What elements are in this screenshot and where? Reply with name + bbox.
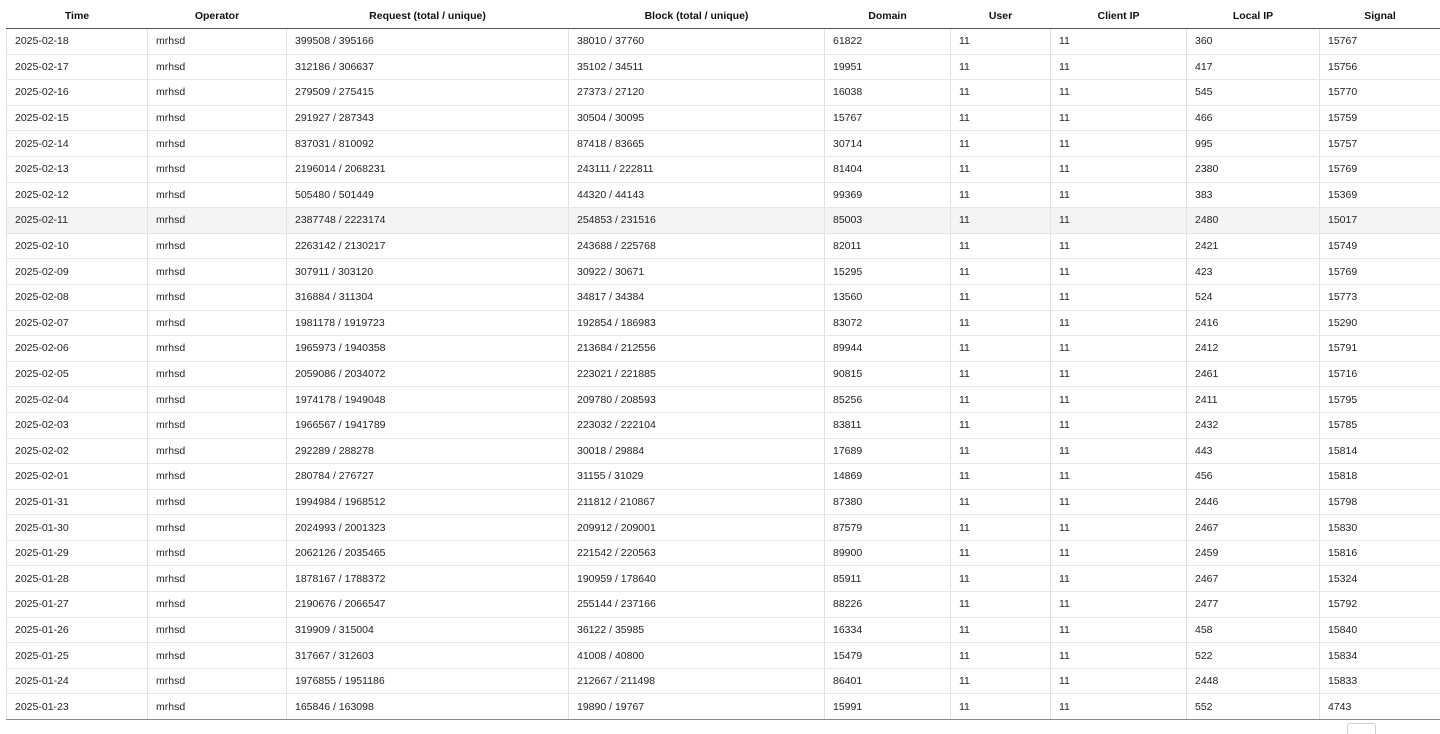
table-row[interactable] [7,668,1440,694]
table-row[interactable] [7,694,1440,720]
cell-request: 292289 / 288278 [287,438,569,464]
cell-signal: 15290 [1320,310,1440,336]
cell-local-ip: 2446 [1187,489,1320,515]
cell-client-ip: 11 [1051,105,1187,131]
cell-time: 2025-02-12 [7,182,148,208]
cell-request: 316884 / 311304 [287,284,569,310]
table-row[interactable] [7,361,1440,387]
column-header-client-ip[interactable]: Client IP [1051,3,1187,29]
cell-local-ip: 360 [1187,29,1320,55]
cell-time: 2025-02-04 [7,387,148,413]
cell-block: 35102 / 34511 [569,54,825,80]
cell-request: 2196014 / 2068231 [287,156,569,182]
cell-operator: mrhsd [148,284,287,310]
cell-operator: mrhsd [148,566,287,592]
cell-signal: 15798 [1320,489,1440,515]
cell-request: 1966567 / 1941789 [287,412,569,438]
cell-request: 319909 / 315004 [287,617,569,643]
cell-local-ip: 2477 [1187,592,1320,618]
cell-local-ip: 2480 [1187,208,1320,234]
cell-time: 2025-02-02 [7,438,148,464]
table-row[interactable] [7,284,1440,310]
cell-operator: mrhsd [148,208,287,234]
stats-table [6,3,1440,720]
cell-domain: 13560 [825,284,951,310]
column-header-signal[interactable]: Signal [1320,3,1440,29]
cell-domain: 85256 [825,387,951,413]
cell-local-ip: 522 [1187,643,1320,669]
table-row[interactable] [7,29,1440,55]
column-header-block[interactable]: Block (total / unique) [569,3,825,29]
cell-client-ip: 11 [1051,515,1187,541]
cell-block: 212667 / 211498 [569,668,825,694]
column-header-domain[interactable]: Domain [825,3,951,29]
cell-user: 11 [951,566,1051,592]
cell-block: 243111 / 222811 [569,156,825,182]
cell-request: 307911 / 303120 [287,259,569,285]
cell-operator: mrhsd [148,438,287,464]
cell-signal: 15795 [1320,387,1440,413]
cell-time: 2025-02-08 [7,284,148,310]
cell-signal: 15769 [1320,156,1440,182]
cell-user: 11 [951,284,1051,310]
cell-client-ip: 11 [1051,80,1187,106]
cell-local-ip: 2432 [1187,412,1320,438]
cell-user: 11 [951,515,1051,541]
cell-user: 11 [951,131,1051,157]
cell-local-ip: 2467 [1187,515,1320,541]
cell-domain: 86401 [825,668,951,694]
cell-client-ip: 11 [1051,592,1187,618]
cell-domain: 83811 [825,412,951,438]
cell-local-ip: 423 [1187,259,1320,285]
cell-user: 11 [951,438,1051,464]
cell-signal: 15785 [1320,412,1440,438]
cell-client-ip: 11 [1051,617,1187,643]
cell-signal: 15816 [1320,540,1440,566]
table-row[interactable] [7,438,1440,464]
cell-client-ip: 11 [1051,643,1187,669]
cell-domain: 14869 [825,464,951,490]
cell-time: 2025-02-06 [7,336,148,362]
cell-local-ip: 2416 [1187,310,1320,336]
table-row[interactable] [7,156,1440,182]
cell-request: 2062126 / 2035465 [287,540,569,566]
table-row[interactable] [7,131,1440,157]
cell-domain: 87380 [825,489,951,515]
cell-domain: 89944 [825,336,951,362]
cell-block: 44320 / 44143 [569,182,825,208]
cell-request: 1994984 / 1968512 [287,489,569,515]
cell-signal: 15814 [1320,438,1440,464]
cell-user: 11 [951,54,1051,80]
table-row[interactable] [7,182,1440,208]
cell-time: 2025-02-17 [7,54,148,80]
cell-block: 41008 / 40800 [569,643,825,669]
cell-operator: mrhsd [148,694,287,720]
table-row[interactable] [7,105,1440,131]
cell-domain: 16334 [825,617,951,643]
cell-block: 27373 / 27120 [569,80,825,106]
cell-signal: 15834 [1320,643,1440,669]
table-row[interactable] [7,233,1440,259]
cell-signal: 15770 [1320,80,1440,106]
cell-time: 2025-01-28 [7,566,148,592]
cell-user: 11 [951,694,1051,720]
cell-time: 2025-02-15 [7,105,148,131]
cell-user: 11 [951,233,1051,259]
cell-request: 1981178 / 1919723 [287,310,569,336]
cell-block: 30504 / 30095 [569,105,825,131]
cell-operator: mrhsd [148,80,287,106]
table-row[interactable] [7,643,1440,669]
cell-domain: 15767 [825,105,951,131]
cell-domain: 17689 [825,438,951,464]
cell-user: 11 [951,412,1051,438]
cell-block: 243688 / 225768 [569,233,825,259]
cell-block: 209912 / 209001 [569,515,825,541]
cell-client-ip: 11 [1051,336,1187,362]
cell-time: 2025-01-27 [7,592,148,618]
stats-table-container [6,3,1440,720]
cell-request: 1965973 / 1940358 [287,336,569,362]
table-row[interactable] [7,617,1440,643]
cell-request: 2059086 / 2034072 [287,361,569,387]
cell-domain: 30714 [825,131,951,157]
cell-block: 34817 / 34384 [569,284,825,310]
table-row[interactable] [7,540,1440,566]
cell-block: 19890 / 19767 [569,694,825,720]
cell-block: 254853 / 231516 [569,208,825,234]
cell-operator: mrhsd [148,617,287,643]
cell-block: 223021 / 221885 [569,361,825,387]
cell-request: 837031 / 810092 [287,131,569,157]
cell-operator: mrhsd [148,336,287,362]
cell-signal: 15369 [1320,182,1440,208]
cell-local-ip: 524 [1187,284,1320,310]
cell-signal: 15716 [1320,361,1440,387]
cell-client-ip: 11 [1051,464,1187,490]
cell-local-ip: 2461 [1187,361,1320,387]
table-header [7,3,1440,29]
pagination-control[interactable] [1347,723,1376,734]
cell-domain: 19951 [825,54,951,80]
cell-block: 87418 / 83665 [569,131,825,157]
cell-domain: 15479 [825,643,951,669]
cell-operator: mrhsd [148,259,287,285]
cell-operator: mrhsd [148,489,287,515]
cell-signal: 15759 [1320,105,1440,131]
cell-domain: 87579 [825,515,951,541]
cell-operator: mrhsd [148,233,287,259]
cell-local-ip: 466 [1187,105,1320,131]
column-header-time[interactable]: Time [7,3,148,29]
cell-domain: 82011 [825,233,951,259]
cell-time: 2025-02-05 [7,361,148,387]
cell-block: 30922 / 30671 [569,259,825,285]
cell-block: 221542 / 220563 [569,540,825,566]
table-row[interactable] [7,310,1440,336]
cell-time: 2025-01-23 [7,694,148,720]
cell-request: 2387748 / 2223174 [287,208,569,234]
cell-operator: mrhsd [148,668,287,694]
table-body [7,29,1440,720]
table-row[interactable] [7,592,1440,618]
header-row [7,3,1440,29]
cell-block: 192854 / 186983 [569,310,825,336]
cell-local-ip: 545 [1187,80,1320,106]
cell-block: 223032 / 222104 [569,412,825,438]
cell-signal: 15769 [1320,259,1440,285]
cell-client-ip: 11 [1051,233,1187,259]
cell-operator: mrhsd [148,515,287,541]
cell-signal: 15017 [1320,208,1440,234]
table-row[interactable] [7,336,1440,362]
cell-user: 11 [951,592,1051,618]
cell-domain: 89900 [825,540,951,566]
cell-domain: 16038 [825,80,951,106]
cell-time: 2025-01-25 [7,643,148,669]
cell-block: 38010 / 37760 [569,29,825,55]
column-header-local-ip[interactable]: Local IP [1187,3,1320,29]
cell-user: 11 [951,105,1051,131]
cell-domain: 88226 [825,592,951,618]
cell-domain: 90815 [825,361,951,387]
cell-signal: 15773 [1320,284,1440,310]
cell-request: 1878167 / 1788372 [287,566,569,592]
cell-user: 11 [951,156,1051,182]
cell-user: 11 [951,540,1051,566]
cell-local-ip: 2412 [1187,336,1320,362]
cell-client-ip: 11 [1051,54,1187,80]
cell-request: 505480 / 501449 [287,182,569,208]
cell-domain: 15295 [825,259,951,285]
cell-local-ip: 2411 [1187,387,1320,413]
cell-client-ip: 11 [1051,668,1187,694]
cell-block: 31155 / 31029 [569,464,825,490]
cell-request: 1976855 / 1951186 [287,668,569,694]
cell-local-ip: 2448 [1187,668,1320,694]
cell-request: 2190676 / 2066547 [287,592,569,618]
cell-operator: mrhsd [148,310,287,336]
cell-domain: 81404 [825,156,951,182]
cell-request: 399508 / 395166 [287,29,569,55]
cell-domain: 61822 [825,29,951,55]
cell-operator: mrhsd [148,156,287,182]
cell-block: 190959 / 178640 [569,566,825,592]
cell-time: 2025-02-14 [7,131,148,157]
cell-client-ip: 11 [1051,566,1187,592]
cell-time: 2025-02-09 [7,259,148,285]
cell-local-ip: 383 [1187,182,1320,208]
cell-local-ip: 995 [1187,131,1320,157]
table-row[interactable] [7,489,1440,515]
cell-request: 291927 / 287343 [287,105,569,131]
cell-user: 11 [951,643,1051,669]
cell-signal: 15756 [1320,54,1440,80]
cell-signal: 15749 [1320,233,1440,259]
cell-request: 279509 / 275415 [287,80,569,106]
cell-block: 255144 / 237166 [569,592,825,618]
cell-user: 11 [951,182,1051,208]
table-row[interactable] [7,515,1440,541]
cell-user: 11 [951,336,1051,362]
cell-local-ip: 2467 [1187,566,1320,592]
cell-time: 2025-02-18 [7,29,148,55]
cell-signal: 15792 [1320,592,1440,618]
cell-signal: 15324 [1320,566,1440,592]
cell-block: 213684 / 212556 [569,336,825,362]
cell-block: 209780 / 208593 [569,387,825,413]
cell-user: 11 [951,259,1051,285]
cell-local-ip: 2459 [1187,540,1320,566]
cell-local-ip: 2421 [1187,233,1320,259]
cell-signal: 15818 [1320,464,1440,490]
cell-user: 11 [951,387,1051,413]
cell-time: 2025-02-07 [7,310,148,336]
cell-signal: 15830 [1320,515,1440,541]
cell-local-ip: 443 [1187,438,1320,464]
table-row[interactable] [7,259,1440,285]
cell-user: 11 [951,29,1051,55]
cell-client-ip: 11 [1051,156,1187,182]
cell-client-ip: 11 [1051,310,1187,336]
table-row[interactable] [7,566,1440,592]
cell-operator: mrhsd [148,592,287,618]
table-row[interactable] [7,54,1440,80]
column-header-user[interactable]: User [951,3,1051,29]
cell-user: 11 [951,489,1051,515]
cell-block: 30018 / 29884 [569,438,825,464]
cell-operator: mrhsd [148,387,287,413]
table-row[interactable] [7,208,1440,234]
column-header-operator[interactable]: Operator [148,3,287,29]
cell-block: 211812 / 210867 [569,489,825,515]
cell-request: 2024993 / 2001323 [287,515,569,541]
table-row[interactable] [7,412,1440,438]
cell-time: 2025-02-11 [7,208,148,234]
cell-operator: mrhsd [148,643,287,669]
table-row[interactable] [7,387,1440,413]
cell-request: 165846 / 163098 [287,694,569,720]
cell-user: 11 [951,208,1051,234]
cell-client-ip: 11 [1051,208,1187,234]
cell-time: 2025-01-26 [7,617,148,643]
cell-client-ip: 11 [1051,540,1187,566]
cell-signal: 15757 [1320,131,1440,157]
cell-domain: 85003 [825,208,951,234]
cell-time: 2025-01-24 [7,668,148,694]
cell-request: 312186 / 306637 [287,54,569,80]
cell-request: 1974178 / 1949048 [287,387,569,413]
cell-client-ip: 11 [1051,259,1187,285]
cell-client-ip: 11 [1051,412,1187,438]
cell-user: 11 [951,668,1051,694]
cell-user: 11 [951,80,1051,106]
cell-user: 11 [951,617,1051,643]
cell-user: 11 [951,361,1051,387]
cell-signal: 15791 [1320,336,1440,362]
cell-operator: mrhsd [148,105,287,131]
cell-domain: 83072 [825,310,951,336]
cell-time: 2025-01-29 [7,540,148,566]
cell-local-ip: 458 [1187,617,1320,643]
cell-operator: mrhsd [148,182,287,208]
cell-domain: 99369 [825,182,951,208]
cell-client-ip: 11 [1051,131,1187,157]
cell-client-ip: 11 [1051,387,1187,413]
cell-client-ip: 11 [1051,361,1187,387]
cell-user: 11 [951,310,1051,336]
cell-domain: 15991 [825,694,951,720]
cell-client-ip: 11 [1051,182,1187,208]
cell-time: 2025-01-30 [7,515,148,541]
cell-time: 2025-02-03 [7,412,148,438]
table-row[interactable] [7,464,1440,490]
cell-operator: mrhsd [148,54,287,80]
cell-time: 2025-01-31 [7,489,148,515]
cell-local-ip: 456 [1187,464,1320,490]
cell-signal: 15840 [1320,617,1440,643]
cell-request: 280784 / 276727 [287,464,569,490]
cell-client-ip: 11 [1051,694,1187,720]
cell-client-ip: 11 [1051,29,1187,55]
cell-request: 317667 / 312603 [287,643,569,669]
cell-time: 2025-02-13 [7,156,148,182]
column-header-request[interactable]: Request (total / unique) [287,3,569,29]
cell-time: 2025-02-16 [7,80,148,106]
cell-user: 11 [951,464,1051,490]
cell-time: 2025-02-01 [7,464,148,490]
cell-client-ip: 11 [1051,489,1187,515]
cell-domain: 85911 [825,566,951,592]
cell-operator: mrhsd [148,361,287,387]
cell-local-ip: 417 [1187,54,1320,80]
cell-operator: mrhsd [148,29,287,55]
cell-client-ip: 11 [1051,438,1187,464]
cell-operator: mrhsd [148,131,287,157]
cell-request: 2263142 / 2130217 [287,233,569,259]
cell-signal: 15767 [1320,29,1440,55]
table-row[interactable] [7,80,1440,106]
cell-time: 2025-02-10 [7,233,148,259]
cell-operator: mrhsd [148,412,287,438]
cell-operator: mrhsd [148,464,287,490]
cell-client-ip: 11 [1051,284,1187,310]
cell-local-ip: 552 [1187,694,1320,720]
cell-signal: 15833 [1320,668,1440,694]
cell-block: 36122 / 35985 [569,617,825,643]
cell-local-ip: 2380 [1187,156,1320,182]
cell-signal: 4743 [1320,694,1440,720]
cell-operator: mrhsd [148,540,287,566]
